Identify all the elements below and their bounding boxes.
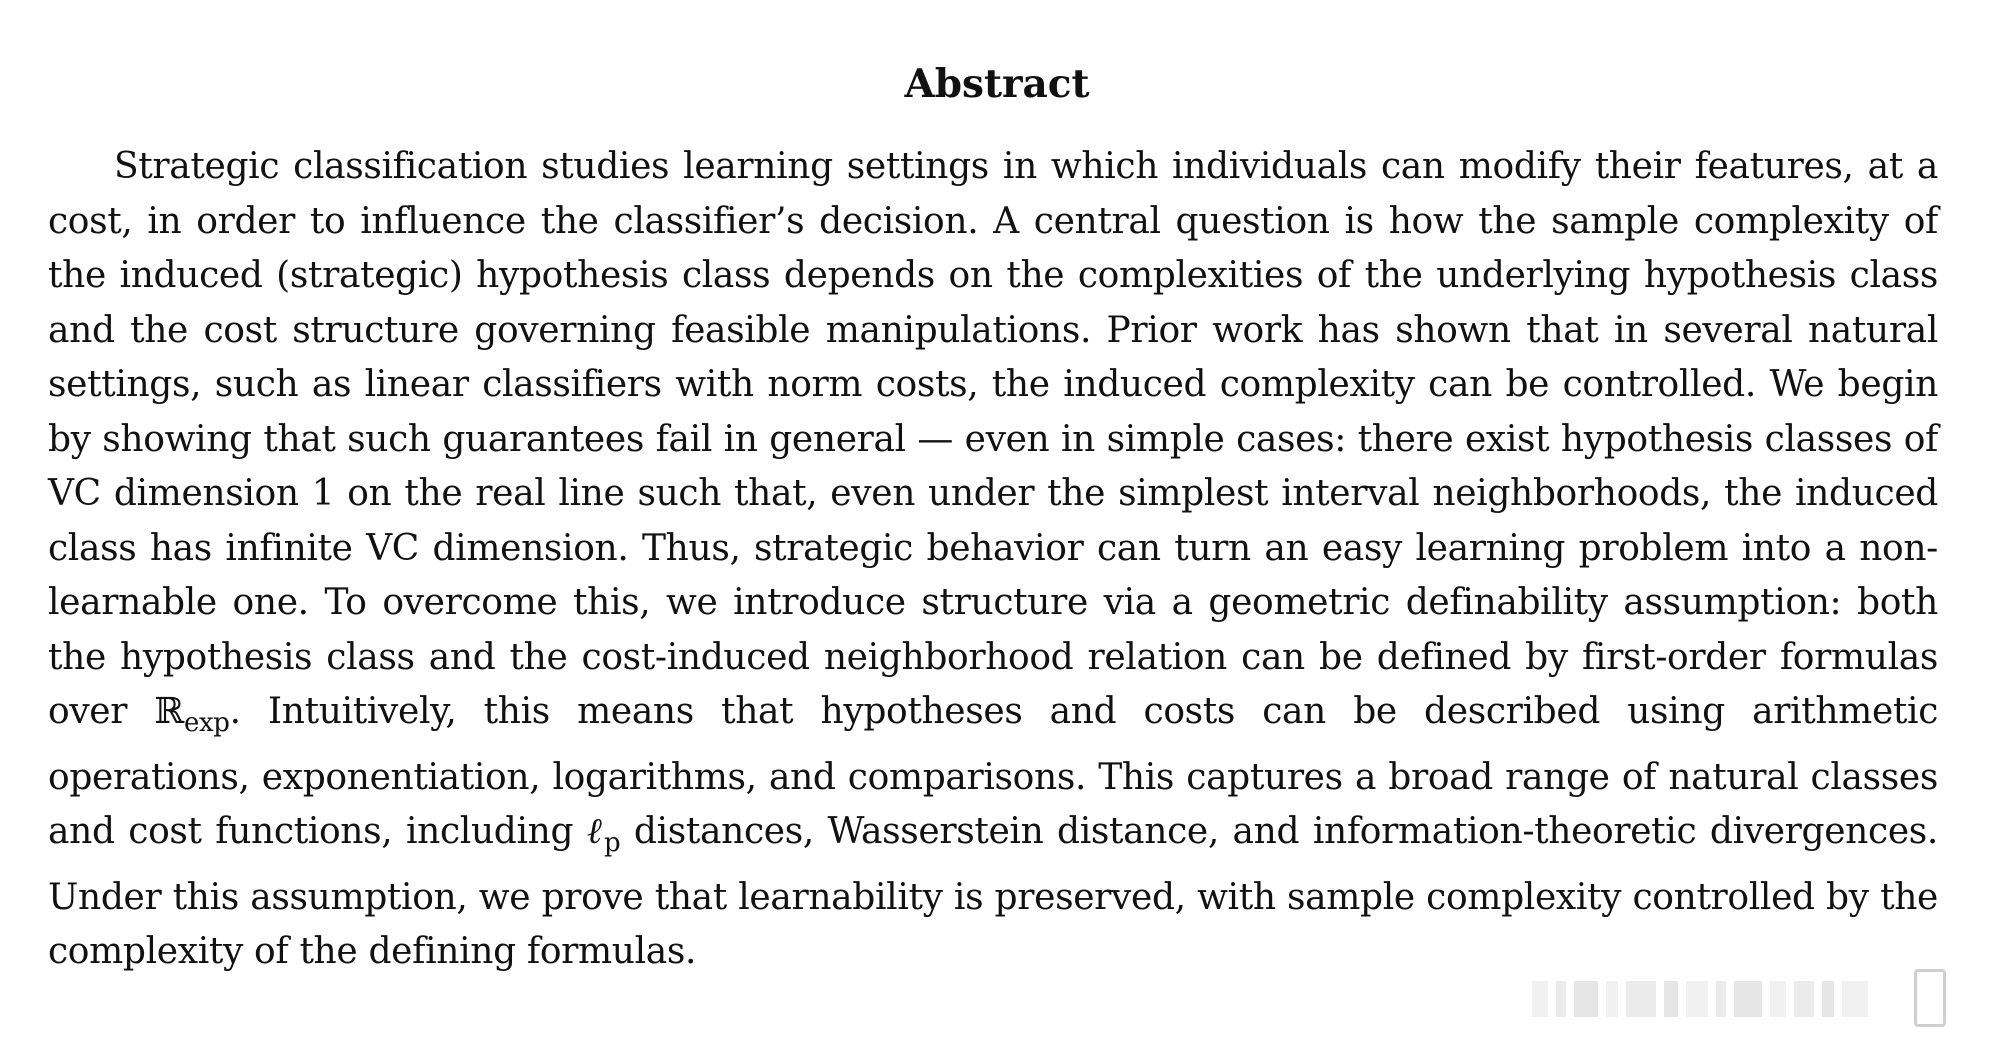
abstract-sentence-5: Thus, strategic behavior can turn an easy learning problem into a non-learnable one.	[48, 527, 1939, 623]
watermark-stroke	[1734, 981, 1762, 1017]
watermark-stroke	[1770, 981, 1786, 1017]
abstract-sentence-4: We begin by showing that such guarantees fail in general — even in simple cases: there exist hypothesis classes of VC dimension 1 on the real line such that, even under the simplest interval neighborhoods, the induced class has infinite VC dimension.	[48, 364, 1939, 569]
abstract-text	[48, 140, 1938, 980]
watermark-stroke	[1606, 981, 1618, 1017]
watermark-stroke	[1822, 981, 1834, 1017]
real-exp-subscript: exp	[183, 708, 230, 738]
abstract-sentence-6: To overcome this, we introduce structure via a geometric definability assumption: both the hypothesis class and the cost-induced neighborhood relation can be defined by first-order formulas over	[48, 582, 1938, 732]
watermark-stroke	[1532, 981, 1548, 1017]
abstract-sentence-3: Prior work has shown that in several natural settings, such as linear classifiers with norm costs, the induced complexity can be controlled.	[48, 309, 1938, 405]
watermark	[1532, 975, 1952, 1023]
watermark-stroke	[1556, 981, 1566, 1017]
watermark-logo-icon	[1914, 969, 1946, 1027]
watermark-stroke	[1842, 981, 1868, 1017]
abstract-sentence-7: Intuitively, this means that hypotheses and costs can be described using arithmetic operations, exponentiation, logarithms, and comparisons.	[48, 691, 1939, 798]
abstract-heading: Abstract	[904, 61, 1090, 107]
watermark-stroke	[1716, 981, 1726, 1017]
real-exp-symbol: ℝ	[154, 691, 184, 732]
abstract-sentence-8a: This captures a broad range of natural classes and cost functions, including	[48, 756, 1938, 852]
watermark-stroke	[1626, 981, 1656, 1017]
watermark-stroke	[1664, 981, 1678, 1017]
abstract-sentence-2: A central question is how the sample complexity of the induced (strategic) hypothesis class depends on the complexities of the underlying hypothesis class and the cost structure governing feasible manipulations.	[48, 200, 1939, 351]
watermark-bars	[1532, 981, 1876, 1017]
ell-p-symbol: ℓ	[586, 811, 604, 852]
abstract-sentence-1: Strategic classification studies learning settings in which individuals can modify their features, at a cost, in order to influence the classifier’s decision.	[48, 146, 1938, 242]
sentence-6-period: .	[229, 691, 241, 732]
watermark-stroke	[1686, 981, 1708, 1017]
watermark-stroke	[1794, 981, 1814, 1017]
ell-p-subscript: p	[603, 828, 621, 858]
watermark-stroke	[1574, 981, 1598, 1017]
abstract-sentence-9: Under this assumption, we prove that learnability is preserved, with sample complexity controlled by the complexity of the defining formulas.	[48, 876, 1938, 972]
abstract-sentence-8b: distances, Wasserstein distance, and information-theoretic divergences.	[633, 811, 1939, 852]
